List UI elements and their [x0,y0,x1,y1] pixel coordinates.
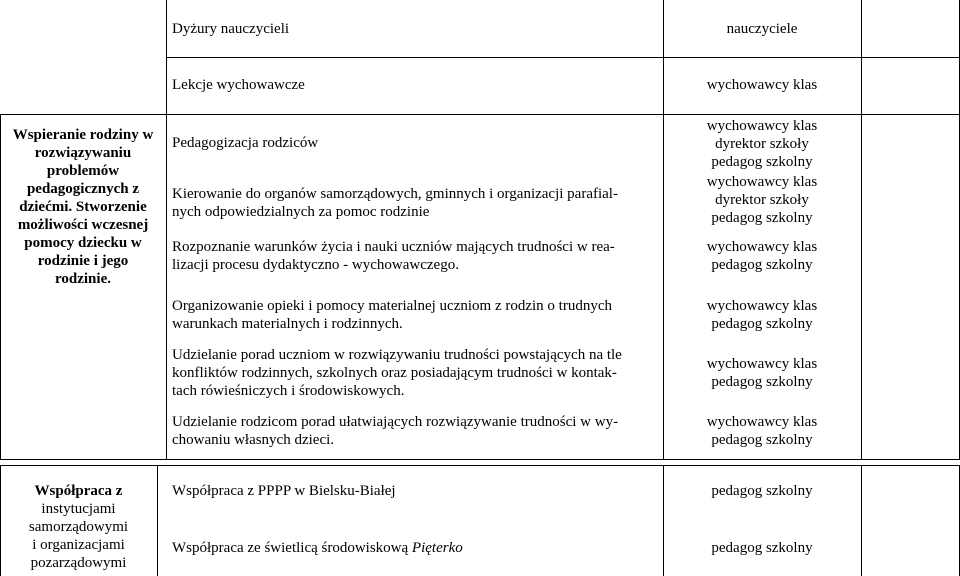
task-line: tach rówieśniczych i środowiskowych. [172,383,405,399]
responsible-text: wychowawcy klas [706,298,818,314]
grid-line [663,0,664,460]
task-line: konfliktów rodzinnych, szkolnych oraz posiadającym trudności w kontak- [172,365,617,381]
heading-line: dziećmi. Stworzenie [19,199,147,215]
heading-line: pomocy dziecku w [24,235,142,251]
task-text-italic: Pięterko [411,540,463,556]
responsible-text: pedagog szkolny [711,257,813,273]
heading-line: i organizacjami [32,537,125,553]
responsible-list [663,413,861,449]
grid-line [166,57,960,58]
grid-line [0,114,960,115]
responsible-text: wychowawcy klas [706,174,818,190]
section-heading [0,482,157,572]
responsible-text: pedagog szkolny [711,432,813,448]
task-text-block [172,238,615,274]
heading-line: możliwości wczesnej [17,217,149,233]
task-text: Pedagogizacja rodziców [172,135,319,151]
grid-line [861,465,862,576]
task-line: Udzielanie rodzicom porad ułatwiających rozwiązywanie trudności w wy- [172,414,619,430]
task-text: Dyżury nauczycieli [172,21,290,37]
task-line: Organizowanie opieki i pomocy materialnej uczniom z rodzin o trudnych [172,298,613,314]
responsible-text: dyrektor szkoły [715,136,809,152]
task-line: Udzielanie porad uczniom w rozwiązywaniu trudności powstających na tle [172,347,622,363]
task-text-prefix: Współpraca ze świetlicą środowiskową [172,540,412,556]
heading-line: Współpraca z [34,483,123,499]
heading-line: rozwiązywaniu [34,145,132,161]
heading-line: rodzinie i jego [37,253,129,269]
task-line: Rozpoznanie warunków życia i nauki uczniów mających trudności w rea- [172,239,615,255]
grid-line [0,465,960,466]
task-line: warunkach materialnych i rodzinnych. [172,316,403,332]
heading-line: Wspieranie rodziny w [12,127,154,143]
task-line: lizacji procesu dydaktyczno - wychowawczego. [172,257,459,273]
heading-line: samorządowymi [28,519,129,535]
responsible-text: pedagog szkolny [711,374,813,390]
task-text-block [172,297,612,333]
task-line: nych odpowiedzialnych za pomoc rodzinie [172,204,430,220]
responsible-text: pedagog szkolny [711,540,813,556]
responsible-list [663,297,861,333]
responsible-text: wychowawcy klas [706,77,818,93]
responsible-text: wychowawcy klas [706,118,818,134]
task-text [172,539,463,557]
responsible-list [663,238,861,274]
responsible-text: pedagog szkolny [711,154,813,170]
heading-line: problemów [46,163,120,179]
responsible-text: nauczyciele [726,21,798,37]
task-text: Lekcje wychowawcze [172,77,305,93]
task-line: chowaniu własnych dzieci. [172,432,335,448]
heading-line: instytucjami [41,501,116,517]
task-text-block [172,185,618,221]
responsible-text: dyrektor szkoły [715,192,809,208]
grid-line [157,465,158,576]
task-text-block [172,346,622,400]
responsible-text: pedagog szkolny [711,210,813,226]
grid-line [0,459,960,460]
responsible-list [663,355,861,391]
section-heading [0,126,166,288]
grid-line [861,0,862,460]
grid-line [166,0,167,460]
responsible-text: wychowawcy klas [706,414,818,430]
task-text-block [172,413,618,449]
responsible-text: pedagog szkolny [711,483,813,499]
task-line: Kierowanie do organów samorządowych, gminnych i organizacji parafial- [172,186,618,202]
responsible-list [663,117,861,171]
responsible-text: wychowawcy klas [706,356,818,372]
task-text: Współpraca z PPPP w Bielsku-Białej [172,483,396,499]
responsible-list [663,173,861,227]
heading-line: rodzinie. [55,271,111,287]
heading-line: pedagogicznych z [26,181,140,197]
heading-line: pozarządowymi [30,555,127,571]
responsible-text: wychowawcy klas [706,239,818,255]
responsible-text: pedagog szkolny [711,316,813,332]
